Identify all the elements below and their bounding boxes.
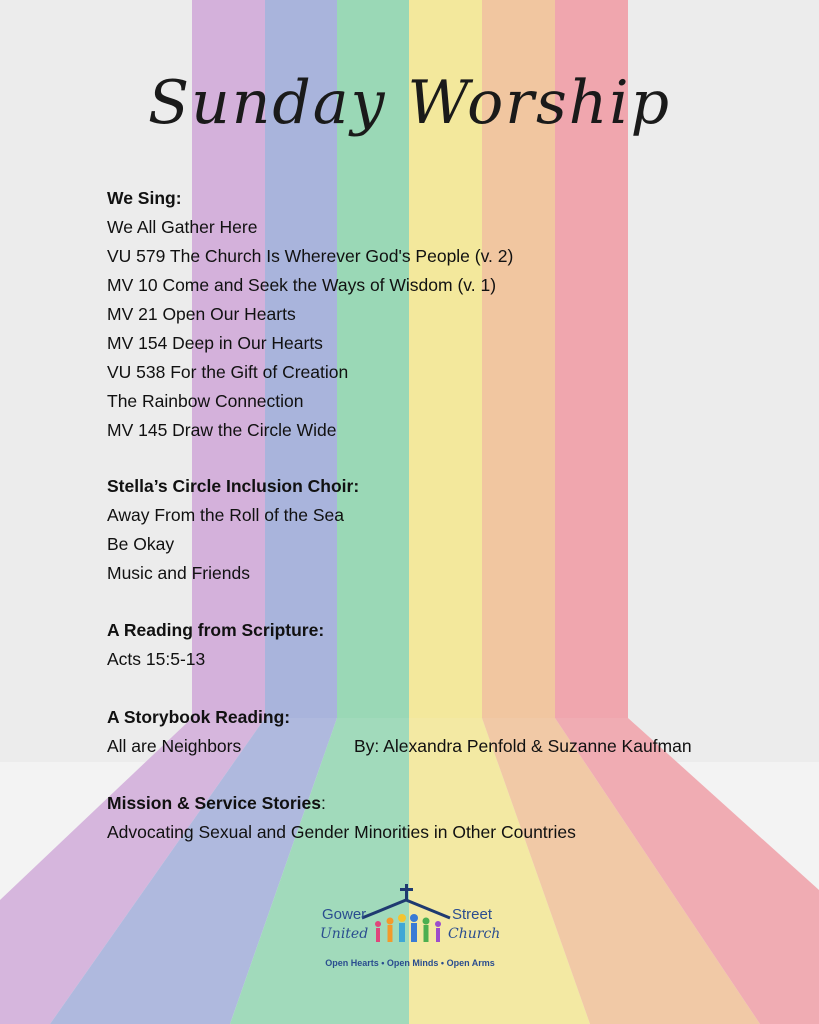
storybook-title: All are Neighbors	[107, 736, 242, 756]
choir-section	[107, 472, 359, 588]
song-item: VU 579 The Church Is Wherever God's People (v. 2)	[107, 246, 514, 266]
scripture-heading: A Reading from Scripture:	[107, 620, 325, 640]
storybook-byline: By: Alexandra Penfold & Suzanne Kaufman	[354, 736, 692, 756]
logo-word-street: Street	[452, 906, 493, 923]
song-item: MV 21 Open Our Hearts	[107, 304, 296, 324]
logo-word-gower: Gower	[322, 906, 367, 923]
logo-tagline: Open Hearts • Open Minds • Open Arms	[325, 958, 495, 968]
cross-icon	[400, 884, 413, 900]
song-item: We All Gather Here	[107, 217, 258, 237]
roof-icon	[362, 900, 450, 918]
choir-item: Away From the Roll of the Sea	[107, 505, 345, 525]
storybook-heading: A Storybook Reading:	[107, 707, 291, 727]
song-item: MV 10 Come and Seek the Ways of Wisdom (v. 1)	[107, 275, 497, 295]
choir-item: Music and Friends	[107, 563, 250, 583]
mission-section	[107, 789, 576, 847]
scripture-item: Acts 15:5-13	[107, 649, 206, 669]
logo-word-church: Church	[448, 926, 501, 942]
mission-heading: Mission & Service Stories	[107, 793, 321, 813]
song-item: MV 154 Deep in Our Hearts	[107, 333, 323, 353]
song-item: MV 145 Draw the Circle Wide	[107, 420, 337, 440]
storybook-section	[107, 703, 727, 761]
choir-heading: Stella’s Circle Inclusion Choir:	[107, 476, 360, 496]
church-logo	[300, 880, 520, 980]
we-sing-section	[107, 184, 513, 445]
song-item: The Rainbow Connection	[107, 391, 304, 411]
page-title: Sunday Worship	[148, 68, 671, 138]
mission-heading-colon: :	[320, 793, 326, 813]
choir-item: Be Okay	[107, 534, 175, 554]
song-item: VU 538 For the Gift of Creation	[107, 362, 349, 382]
people-icon	[375, 914, 441, 942]
we-sing-heading: We Sing:	[107, 188, 182, 208]
mission-item: Advocating Sexual and Gender Minorities in Other Countries	[107, 822, 576, 842]
logo-word-united: United	[320, 926, 369, 942]
scripture-section	[107, 616, 324, 674]
